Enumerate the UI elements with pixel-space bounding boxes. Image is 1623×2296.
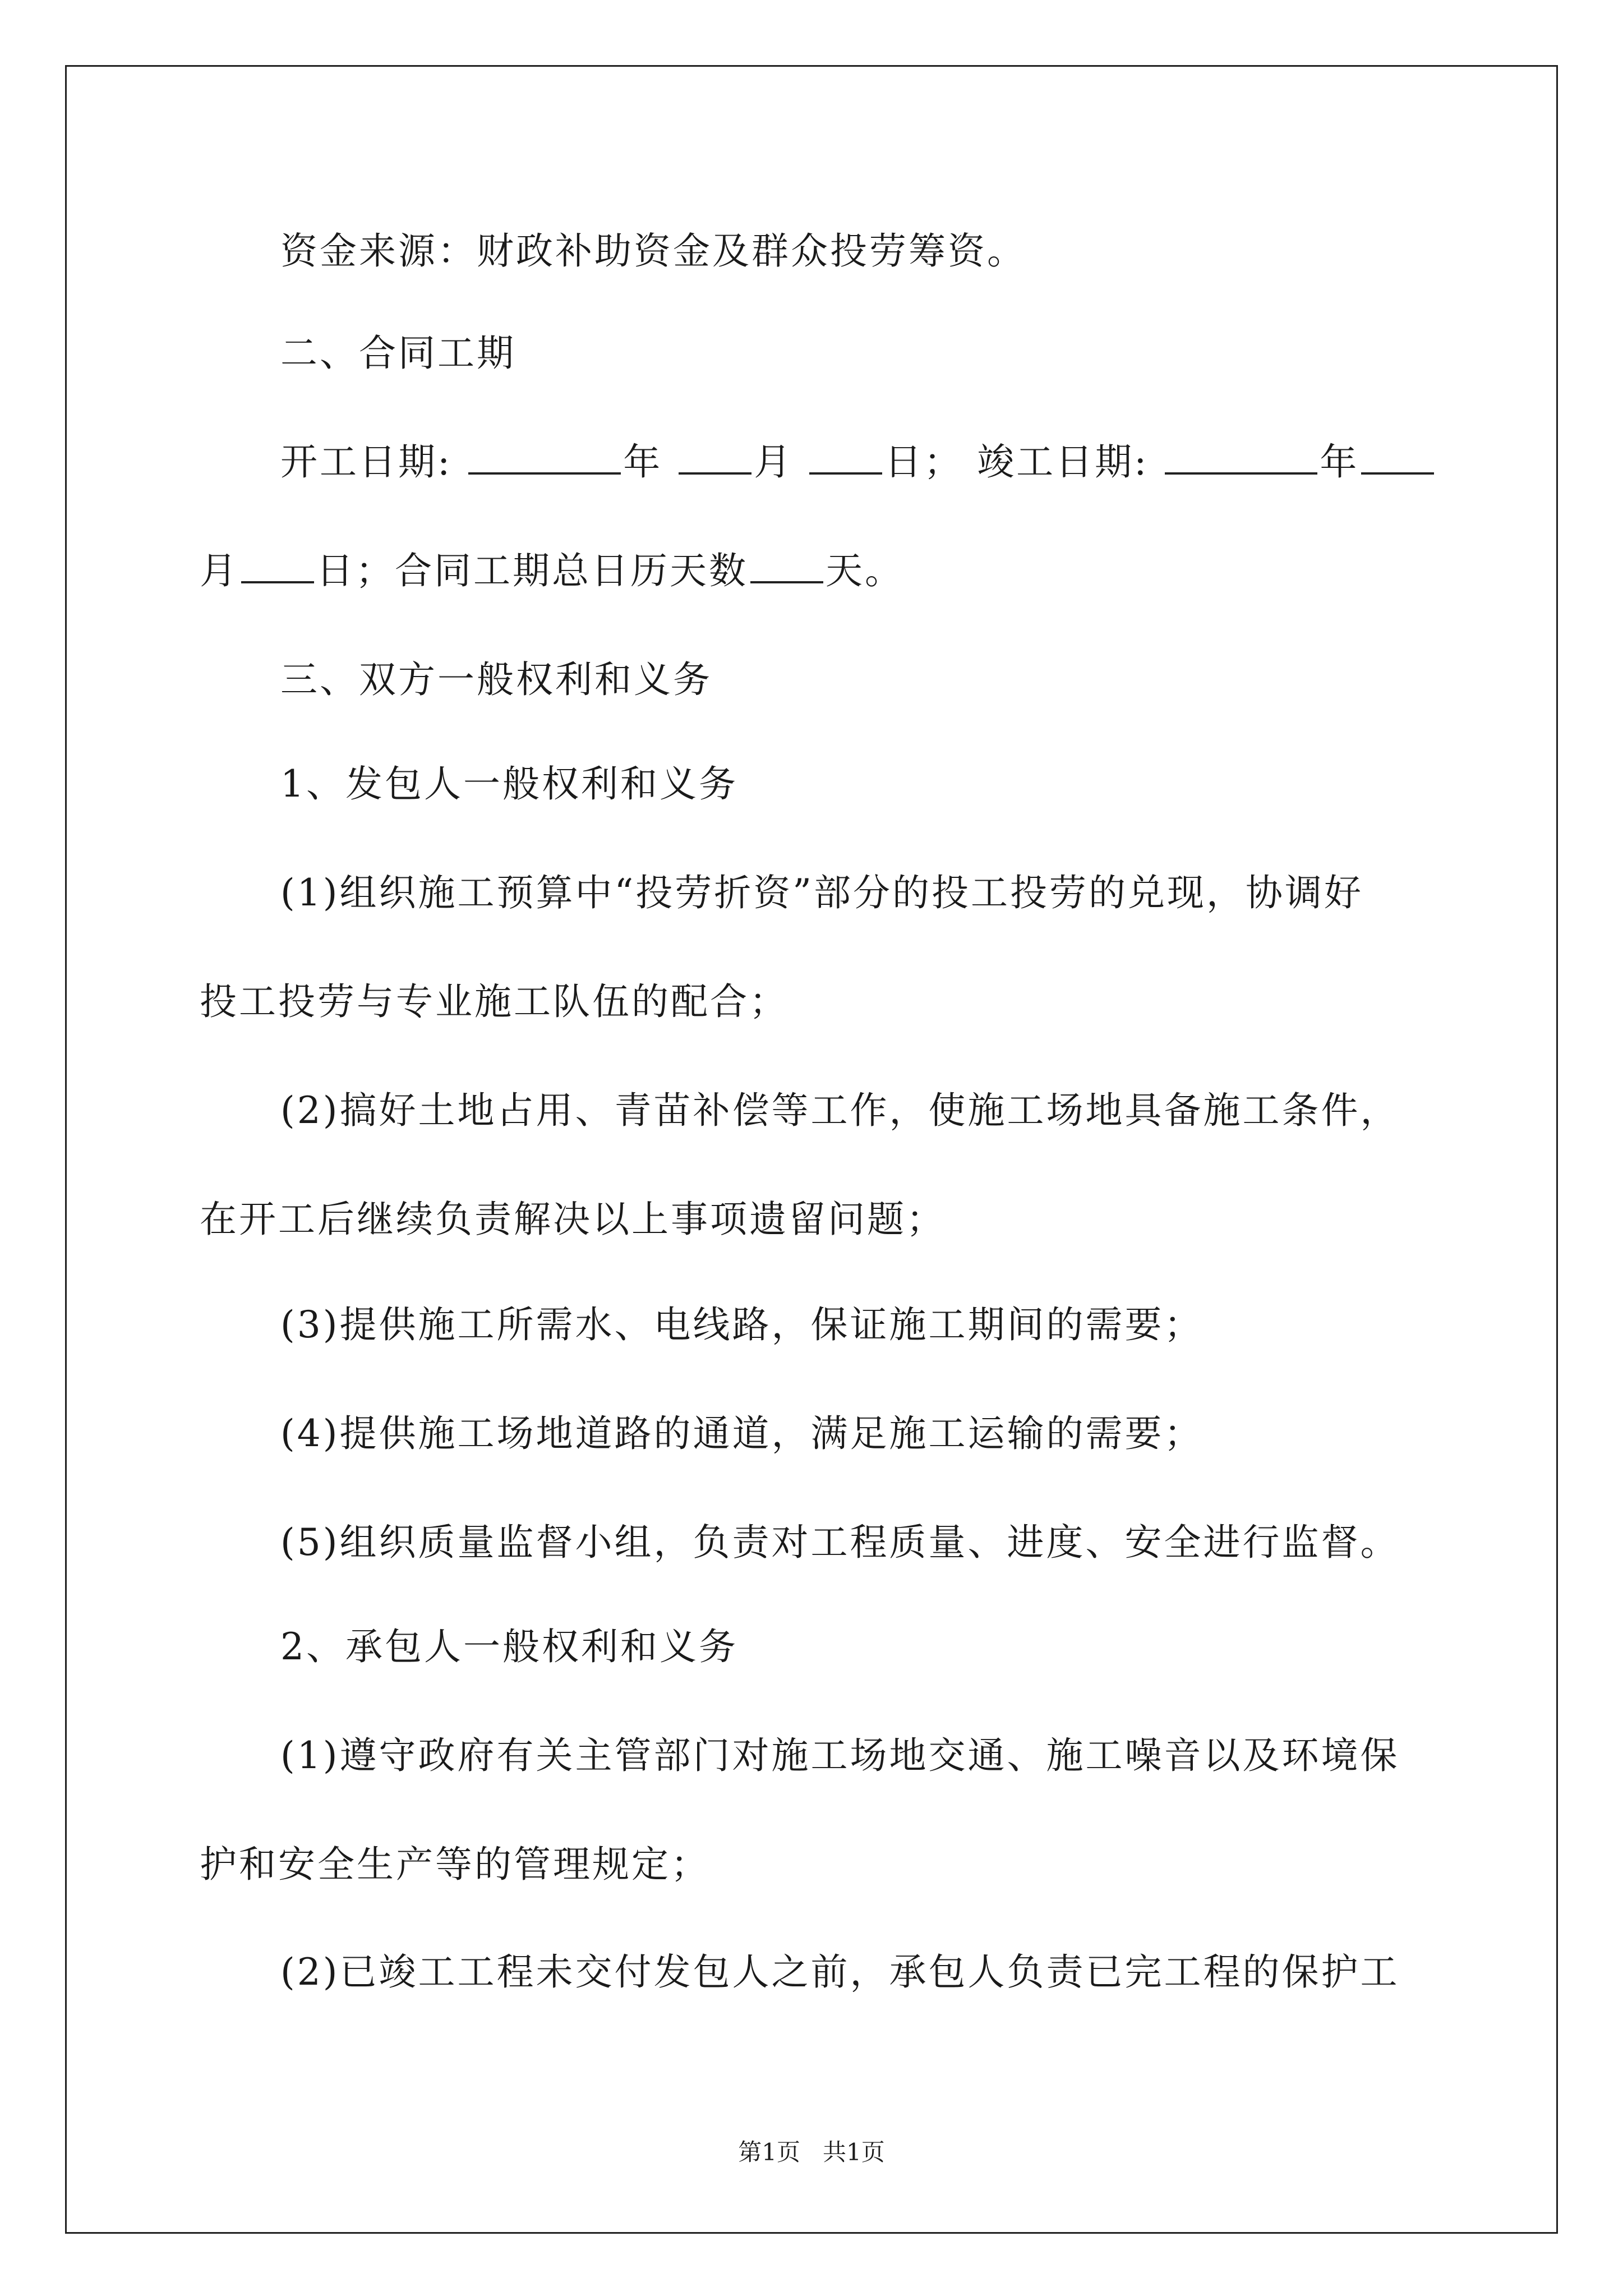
employer-item-2-line-1: (2)搞好土地占用、青苗补偿等工作，使施工场地具备施工条件，	[280, 1089, 1400, 1132]
paragraph-funding: 资金来源：财政补助资金及群众投劳筹资。	[280, 229, 1026, 273]
total-days-blank	[750, 550, 823, 583]
employer-item-4: (4)提供施工场地道路的通道，满足施工运输的需要；	[280, 1412, 1204, 1455]
start-month-blank	[679, 441, 751, 475]
employer-item-2-line-2: 在开工后继续负责解决以上事项遗留问题；	[200, 1198, 946, 1241]
contractor-item-2-line-1: (2)已竣工工程未交付发包人之前，承包人负责已完工程的保护工	[280, 1950, 1400, 1994]
employer-item-3: (3)提供施工所需水、电线路，保证施工期间的需要；	[280, 1303, 1204, 1346]
employer-item-5: (5)组织质量监督小组，负责对工程质量、进度、安全进行监督。	[280, 1521, 1400, 1564]
start-date-label: 开工日期:	[280, 440, 453, 484]
year-label: 年	[623, 440, 663, 484]
schedule-line-2	[200, 549, 904, 593]
end-year-label: 年	[1320, 440, 1359, 484]
end-month-label: 月	[200, 549, 239, 592]
end-month-blank	[1361, 441, 1434, 475]
contractor-item-1-line-1: (1)遵守政府有关主管部门对施工场地交通、施工噪音以及环境保	[280, 1734, 1400, 1777]
subheading-contractor-rights: 2、承包人一般权利和义务	[280, 1625, 738, 1668]
employer-item-1-line-2: 投工投劳与专业施工队伍的配合；	[200, 980, 789, 1023]
page-footer: 第1页 共1页	[738, 2138, 885, 2166]
month-label: 月	[754, 440, 794, 484]
start-year-blank	[468, 441, 621, 475]
day-label: 日；	[884, 440, 963, 484]
section-heading-contract-period: 二、合同工期	[280, 332, 516, 375]
subheading-employer-rights: 1、发包人一般权利和义务	[280, 762, 738, 806]
employer-item-1-line-1: (1)组织施工预算中“投劳折资”部分的投工投劳的兑现，协调好	[280, 871, 1363, 914]
end-day-and-total-label: 日；合同工期总日历天数	[316, 549, 748, 592]
days-suffix: 天。	[826, 549, 904, 592]
section-heading-rights-obligations: 三、双方一般权利和义务	[280, 658, 712, 701]
start-day-blank	[809, 441, 882, 475]
end-date-label: 竣工日期:	[977, 440, 1149, 484]
end-day-blank	[241, 550, 314, 583]
contractor-item-1-line-2: 护和安全生产等的管理规定；	[200, 1843, 710, 1886]
schedule-line-1	[280, 440, 1436, 485]
page-border	[65, 65, 1558, 2234]
end-year-blank	[1165, 441, 1317, 475]
